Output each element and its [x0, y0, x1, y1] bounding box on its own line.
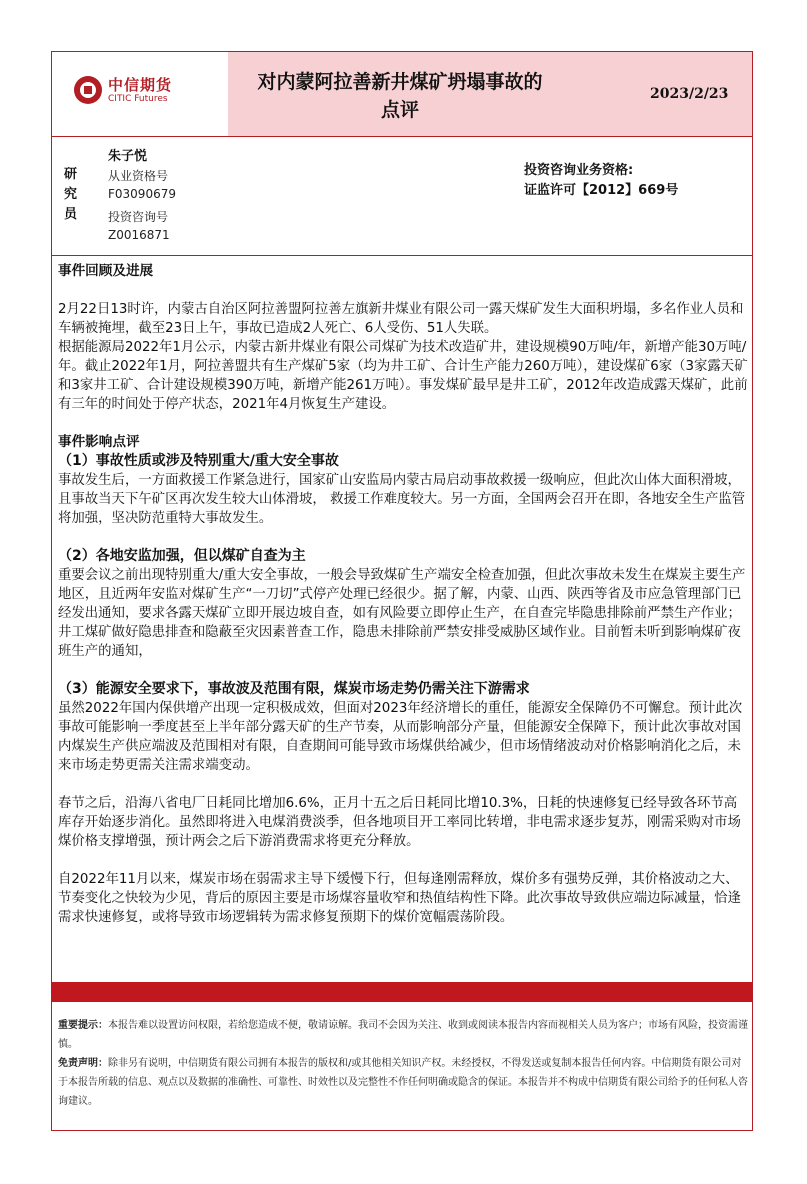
notice-label: 重要提示： [58, 1020, 108, 1031]
paragraph: 重要会议之前出现特别重大/重大安全事故，一般会导致煤矿生产端安全检查加强，但此次事故未发生在煤炭主要生产地区，且近两年安监对煤矿生产“一刀切”式停产处理已经很少。据了解，内蒙、山西、陕西等省及市应急管理部门已经发出通知，要求各露天煤矿立即开展边坡自查，如有风险要立即停止生产，在自查完毕隐患排除前严禁生产作业；井工煤矿做好隐患排查和隐蔽至灾因素普查工作，隐患未排除前严禁安排受威胁区域作业。目前暂未听到影响煤矿夜班生产的通知， [58, 568, 746, 659]
important-notice [58, 1016, 748, 1054]
section-title: 事件回顾及进展 [58, 263, 154, 279]
paragraph: 春节之后，沿海八省电厂日耗同比增加6.6%，正月十五之后日耗同比增10.3%，日耗的快速修复已经导致各环节高库存开始逐步消化。虽然即将进入电煤消费淡季，但各地项目开工率同比转增，非电需求逐步复苏，刚需采购对市场煤价格支撑增强，预计两会之后下游消费需求将更充分释放。 [58, 796, 741, 849]
role-char: 究 [64, 187, 78, 202]
cert-label: 从业资格号 [108, 169, 169, 183]
report-footer [58, 1016, 748, 1111]
report-frame [51, 51, 753, 1131]
subsection-title: （1）事故性质或涉及特别重大/重大安全事故 [58, 453, 339, 469]
disclaimer-text: 除非另有说明，中信期货有限公司拥有本报告的版权和/或其他相关知识产权。未经授权，不得发送或复制本报告任何内容。中信期货有限公司对于本报告所载的信息、观点以及数据的准确性、可靠性、时效性以及完整性不作任何明确或隐含的保证。本报告并不构成中信期货有限公司给予的任何私人咨询建议。 [58, 1058, 748, 1107]
paragraph: 虽然2022年国内保供增产出现一定积极成效，但面对2023年经济增长的重任，能源安全保障仍不可懈怠。预计此次事故可能影响一季度甚至上半年部分露天矿的生产节奏，从而影响部分产量，但能源安全保障下，预计此次事故对国内煤炭生产供应端波及范围相对有限，自查期间可能导致市场煤供给减少，但市场情绪波动对价格影响消化之后，未来市场走势更需关注需求端变动。 [58, 701, 743, 773]
qualification-value: 证监许可【2012】669号 [524, 183, 679, 198]
report-title [240, 68, 560, 124]
title-line-2: 点评 [380, 99, 419, 121]
role-label [64, 165, 78, 225]
logo-cn: 中信期货 [108, 76, 173, 94]
paragraph: 事故发生后，一方面救援工作紧急进行，国家矿山安监局内蒙古局启动事故救援一级响应，但此次山体大面积滑坡，且事故当天下午矿区再次发生较大山体滑坡， 救援工作难度较大。另一方面，全国两会召开在即，各地安全生产监管将加强，坚决防范重特大事故发生。 [58, 473, 746, 526]
logo-cell [52, 52, 228, 136]
paragraph: 2月22日13时许，内蒙古自治区阿拉善盟阿拉善左旗新井煤业有限公司一露天煤矿发生大面积坍塌，多名作业人员和车辆被掩埋，截至23日上午，事故已造成2人死亡、6人受伤、51人失联。 [58, 302, 744, 336]
report-header [52, 52, 752, 137]
analyst-section [52, 137, 752, 256]
consult-number: Z0016871 [108, 228, 170, 242]
disclaimer-label: 免责声明： [58, 1058, 108, 1069]
role-char: 员 [64, 207, 78, 222]
subsection-title: （3）能源安全要求下，事故波及范围有限，煤炭市场走势仍需关注下游需求 [58, 681, 530, 697]
divider-bar [52, 982, 752, 1002]
analyst-name: 朱子悦 [108, 149, 148, 164]
citic-logo-icon [74, 76, 102, 104]
paragraph: 根据能源局2022年1月公示，内蒙古新井煤业有限公司煤矿为技术改造矿井，建设规模90万吨/年，新增产能30万吨/年。截止2022年1月，阿拉善盟共有生产煤矿5家（均为井工矿、合计生产能力260万吨），建设煤矿6家（3家露天矿和3家井工矿、合计建设规模390万吨，新增产能261万吨）。事发煤矿最早是井工矿，2012年改造成露天煤矿，此前有三年的时间处于停产状态，2021年4月恢复生产建设。 [58, 340, 748, 412]
report-date: 2023/2/23 [650, 86, 729, 102]
subsection-title: （2）各地安监加强，但以煤矿自查为主 [58, 548, 306, 564]
role-char: 研 [64, 167, 78, 182]
paragraph: 自2022年11月以来，煤炭市场在弱需求主导下缓慢下行，但每逢刚需释放，煤价多有强势反弹，其价格波动之大、节奏变化之快较为少见，背后的原因主要是市场煤容量收窄和热值结构性下降。此次事故导致供应端边际减量，恰逢需求快速修复，或将导致市场逻辑转为需求修复预期下的煤价宽幅震荡阶段。 [58, 872, 741, 925]
cert-number: F03090679 [108, 187, 176, 201]
report-body [58, 262, 748, 927]
consult-label: 投资咨询号 [108, 210, 169, 224]
logo-en: CITIC Futures [108, 94, 168, 104]
section-title: 事件影响点评 [58, 434, 140, 450]
disclaimer [58, 1054, 748, 1111]
qualification-label: 投资咨询业务资格: [524, 163, 634, 178]
notice-text: 本报告难以设置访问权限，若给您造成不便，敬请谅解。我司不会因为关注、收到或阅读本报告内容而视相关人员为客户；市场有风险，投资需谨慎。 [58, 1020, 748, 1050]
title-line-1: 对内蒙阿拉善新井煤矿坍塌事故的 [257, 71, 543, 93]
